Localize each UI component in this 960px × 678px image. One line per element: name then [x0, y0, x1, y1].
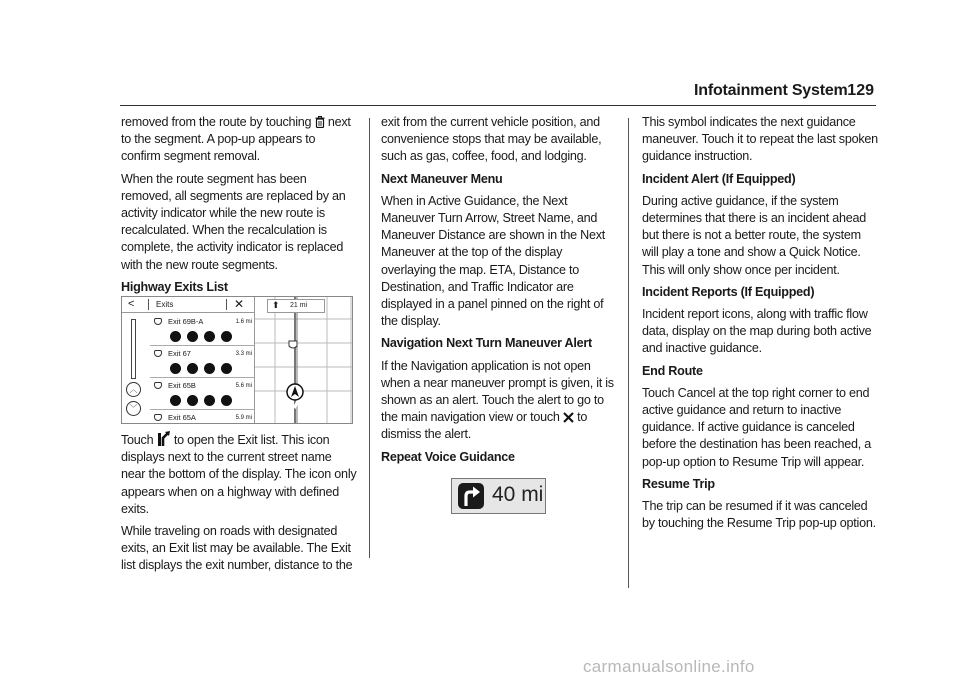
column-divider-1	[369, 118, 370, 558]
exit-shield-icon	[154, 318, 162, 325]
exit-row[interactable]	[150, 346, 254, 378]
food-icon[interactable]	[204, 395, 215, 406]
exit-amenities	[170, 331, 232, 342]
turn-right-arrow-icon	[458, 483, 484, 509]
close-icon[interactable]: ✕	[234, 297, 245, 311]
text: to dismiss the alert.	[381, 410, 588, 442]
lodging-icon[interactable]	[221, 331, 232, 342]
lodging-icon[interactable]	[221, 395, 232, 406]
back-chevron-icon[interactable]: <	[128, 298, 135, 310]
heading-turn-alert: Navigation Next Turn Maneuver Alert	[381, 336, 592, 351]
paragraph-exit-info: exit from the current vehicle position, and convenience stops that may be available, such as gas, coffee, food, and lodging.	[381, 115, 602, 164]
heading-next-maneuver: Next Maneuver Menu	[381, 171, 503, 186]
paragraph-turn-alert	[381, 358, 617, 444]
separator	[148, 299, 149, 310]
exit-name: Exit 65A	[168, 413, 196, 422]
exit-row[interactable]	[150, 410, 254, 424]
heading-repeat-voice: Repeat Voice Guidance	[381, 449, 515, 464]
trash-icon	[315, 116, 325, 128]
map-roads	[255, 297, 353, 424]
text: to open the Exit list. This icon displays next to the current street name near the bottom of the display. The icon only appears when on a highway with defined exits.	[121, 433, 357, 516]
column-3	[642, 114, 878, 537]
exit-shield-icon	[288, 340, 298, 350]
exit-amenities	[170, 363, 232, 374]
food-icon[interactable]	[204, 363, 215, 374]
turn-distance: 40 mi	[492, 483, 544, 506]
heading-incident-alert: Incident Alert (If Equipped)	[642, 171, 796, 186]
paragraph-incident-reports: Incident report icons, along with traffic flow data, display on the map during both active and inactive guidance.	[642, 307, 872, 356]
paragraph-incident-alert: During active guidance, if the system determines that there is an incident ahead but there is not a better route, the system will play a tone and show a Quick Notice. This will only show once per incident.	[642, 193, 867, 277]
page-number: 129	[847, 82, 874, 99]
paragraph-exit-list: While traveling on roads with designated exits, an Exit list may be available. The Exit list displays the exit number, distance to the	[121, 524, 353, 573]
separator	[226, 299, 227, 310]
next-maneuver-distance: 21 mi	[290, 302, 308, 309]
paragraph-remove-segment	[121, 114, 357, 166]
watermark: carmanualsonline.info	[583, 657, 755, 676]
heading-highway-exits: Highway Exits List	[121, 279, 228, 294]
exit-distance: 5.9 mi	[235, 415, 252, 421]
straight-arrow-icon: ⬆	[272, 300, 280, 310]
exits-topbar	[122, 297, 254, 313]
coffee-icon[interactable]	[187, 395, 198, 406]
exit-name: Exit 69B-A	[168, 317, 204, 326]
text: next to the segment. A pop-up appears to confirm segment removal.	[121, 115, 351, 164]
next-turn-maneuver-button[interactable]	[451, 478, 546, 514]
paragraph-recalculate: When the route segment has been removed, all segments are replaced by an activity indicator while the new route is recalculated. When the recalculation is complete, the activity indicator is replaced with the new route segments.	[121, 171, 346, 272]
coffee-icon[interactable]	[187, 363, 198, 374]
paragraph-touch-exit	[121, 430, 357, 518]
exit-list-icon	[157, 430, 171, 446]
heading-end-route: End Route	[642, 363, 703, 378]
header-rule	[120, 105, 876, 106]
column-divider-2	[628, 118, 629, 588]
exits-list-screenshot	[121, 296, 353, 424]
paragraph-symbol: This symbol indicates the next guidance maneuver. Touch it to repeat the last spoken guidance instruction.	[642, 115, 878, 164]
scroll-down-icon[interactable]: ﹀	[126, 401, 141, 416]
section-title: Infotainment System	[694, 82, 848, 99]
page-header	[694, 82, 876, 106]
heading-incident-reports: Incident Reports (If Equipped)	[642, 284, 815, 299]
gas-icon[interactable]	[170, 395, 181, 406]
lodging-icon[interactable]	[221, 363, 232, 374]
gas-icon[interactable]	[170, 363, 181, 374]
column-2	[381, 114, 617, 471]
exit-shield-icon	[154, 414, 162, 421]
text: If the Navigation application is not open when a near maneuver prompt is given, it is shown as an alert. Touch the alert to go to the main navigation view or touch	[381, 358, 614, 425]
exits-title: Exits	[156, 300, 174, 309]
paragraph-resume-trip: The trip can be resumed if it was canceled by touching the Resume Trip pop-up option.	[642, 499, 876, 531]
heading-resume-trip: Resume Trip	[642, 476, 715, 491]
exit-distance: 3.3 mi	[235, 351, 252, 357]
close-icon	[563, 412, 574, 423]
food-icon[interactable]	[204, 331, 215, 342]
exit-row[interactable]	[150, 378, 254, 410]
text: removed from the route by touching	[121, 115, 312, 129]
exit-name: Exit 67	[168, 349, 191, 358]
exit-distance: 5.6 mi	[235, 383, 252, 389]
text: Touch	[121, 433, 154, 448]
next-maneuver-banner[interactable]	[267, 299, 325, 313]
exit-shield-icon	[154, 350, 162, 357]
exit-shield-icon	[154, 382, 162, 389]
paragraph-next-maneuver: When in Active Guidance, the Next Maneuver Turn Arrow, Street Name, and Maneuver Distance are shown in the Next Maneuver at the top of the display overlaying the map. ETA, Distance to Destination, and Traffic Indicator are displayed in a panel pinned on the right of the display.	[381, 193, 606, 329]
paragraph-end-route: Touch Cancel at the top right corner to end active guidance and return to inactive guidance. If active guidance is canceled before the destination has been reached, a pop-up option to Resume Trip will appear.	[642, 385, 871, 469]
exit-amenities	[170, 395, 232, 406]
map-view[interactable]	[254, 297, 353, 424]
exit-distance: 1.6 mi	[235, 319, 252, 325]
exit-name: Exit 65B	[168, 381, 196, 390]
vehicle-position-icon	[286, 383, 304, 401]
exit-row[interactable]	[150, 314, 254, 346]
scrollbar[interactable]	[131, 319, 136, 379]
gas-icon[interactable]	[170, 331, 181, 342]
coffee-icon[interactable]	[187, 331, 198, 342]
scroll-up-icon[interactable]: ︿	[126, 382, 141, 397]
